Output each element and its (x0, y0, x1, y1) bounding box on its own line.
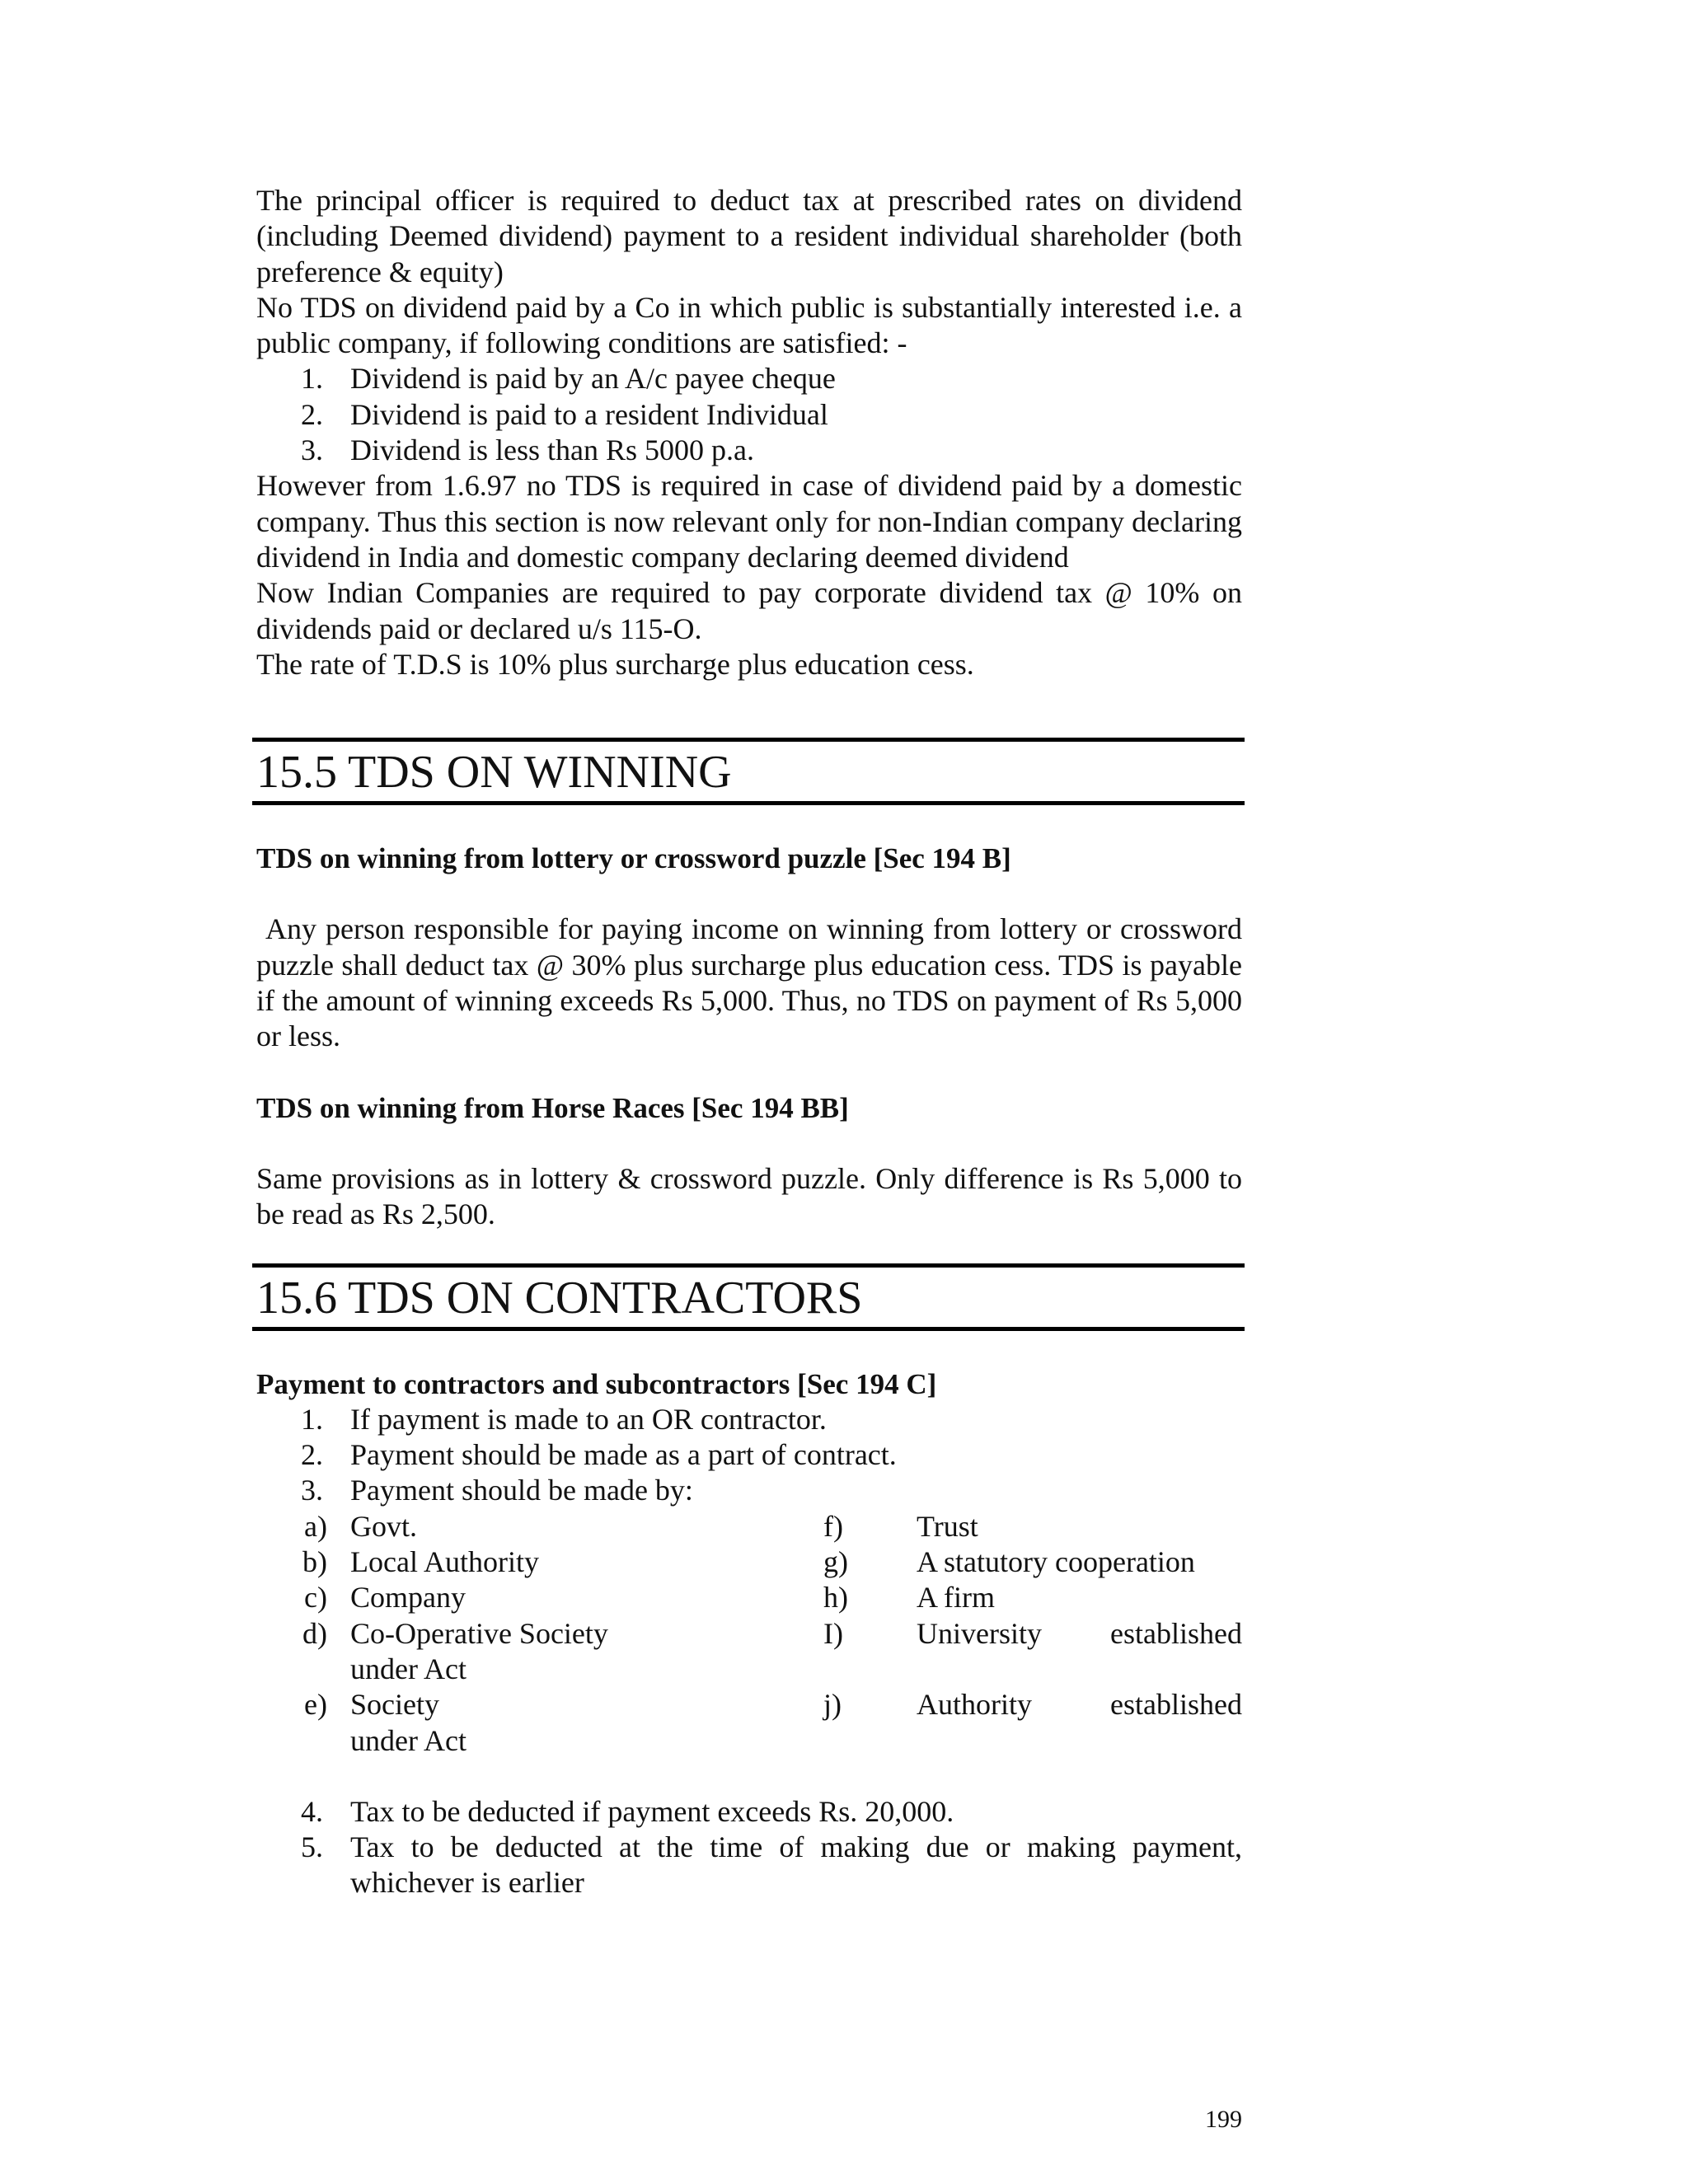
sec-194b-paragraph: Any person responsible for paying income on winning from lottery or crossword puzzle shall deduct tax @ 30% plus surcharge plus education cess. TDS is payable if the amount of winning exceeds Rs 5,000. Thus, no TDS on payment of Rs 5,000 or less. (256, 912, 1250, 1053)
payer-label: g) (823, 1545, 848, 1579)
payer-label: e) (304, 1688, 327, 1722)
intro-paragraph-1: The principal officer is required to deduct tax at prescribed rates on dividend (including Deemed dividend) payment to a resident individual shareholder (both preference & equity) (256, 184, 1242, 288)
payer-label: b) (302, 1545, 327, 1579)
list-item: 2. Payment should be made as a part of contract. (301, 1438, 897, 1472)
list-item: 1. Dividend is paid by an A/c payee cheque (301, 362, 836, 396)
list-item: 3. Payment should be made by: (301, 1474, 693, 1507)
payer-text: Authority established (917, 1688, 1242, 1722)
payer-text: Company (350, 1581, 466, 1615)
payer-label: h) (823, 1581, 848, 1615)
payer-label: d) (302, 1616, 327, 1650)
list-item: 4. Tax to be deducted if payment exceeds Rs. 20,000. (301, 1794, 954, 1828)
contractor-conditions-list (256, 1402, 1242, 1509)
payer-text: Govt. (350, 1509, 417, 1543)
intro-paragraph-5: The rate of T.D.S is 10% plus surcharge plus education cess. (256, 647, 974, 681)
list-item: 1. If payment is made to an OR contractor. (301, 1402, 827, 1436)
payer-text: A firm (917, 1581, 995, 1615)
payer-label: f) (823, 1509, 843, 1543)
payer-text-continuation: under Act (350, 1652, 467, 1685)
payer-text: Local Authority (350, 1545, 539, 1579)
payer-text: Trust (917, 1509, 978, 1543)
subheading-sec-194c: Payment to contractors and subcontractors [Sec 194 C] (256, 1367, 937, 1400)
intro-paragraph-3: However from 1.6.97 no TDS is required in case of dividend paid by a domestic company. Thus this section is now relevant only for non-Indian company declaring dividend in India and domestic company declaring deemed dividend (256, 469, 1242, 574)
payer-text: Society (350, 1688, 439, 1722)
list-item: 3. Dividend is less than Rs 5000 p.a. (301, 434, 754, 467)
payer-label: a) (304, 1509, 327, 1543)
subheading-sec-194b: TDS on winning from lottery or crossword puzzle [Sec 194 B] (256, 842, 1011, 875)
payer-text: Co-Operative Society (350, 1616, 608, 1650)
intro-paragraph-2: No TDS on dividend paid by a Co in which public is substantially interested i.e. a public company, if following conditions are satisfied: - (256, 290, 1242, 360)
list-item: 2. Dividend is paid to a resident Individual (301, 397, 828, 431)
sec-194bb-paragraph: Same provisions as in lottery & crossword puzzle. Only difference is Rs 5,000 to be read as Rs 2,500. (256, 1161, 1242, 1231)
section-heading-15-5: 15.5 TDS ON WINNING (252, 738, 1245, 805)
payer-types-grid (256, 1509, 1242, 1759)
contractor-tax-rules-list (256, 1794, 1242, 1901)
payer-text: A statutory cooperation (917, 1545, 1195, 1579)
payer-text-continuation: under Act (350, 1723, 467, 1757)
payer-label: c) (304, 1581, 327, 1615)
page-content (256, 183, 1250, 1901)
section-heading-15-6: 15.6 TDS ON CONTRACTORS (252, 1263, 1245, 1331)
page-number: 199 (1205, 2106, 1242, 2133)
payer-label: j) (823, 1688, 842, 1722)
intro-paragraph-4: Now Indian Companies are required to pay corporate dividend tax @ 10% on dividends paid or declared u/s 115-O. (256, 576, 1242, 645)
conditions-list (256, 361, 1242, 468)
payer-label: I) (823, 1616, 843, 1650)
list-item: 5. Tax to be deducted at the time of making due or making payment, whichever is earlier (301, 1830, 1242, 1900)
payer-text: University established (917, 1616, 1242, 1650)
subheading-sec-194bb: TDS on winning from Horse Races [Sec 194 BB] (256, 1091, 849, 1124)
